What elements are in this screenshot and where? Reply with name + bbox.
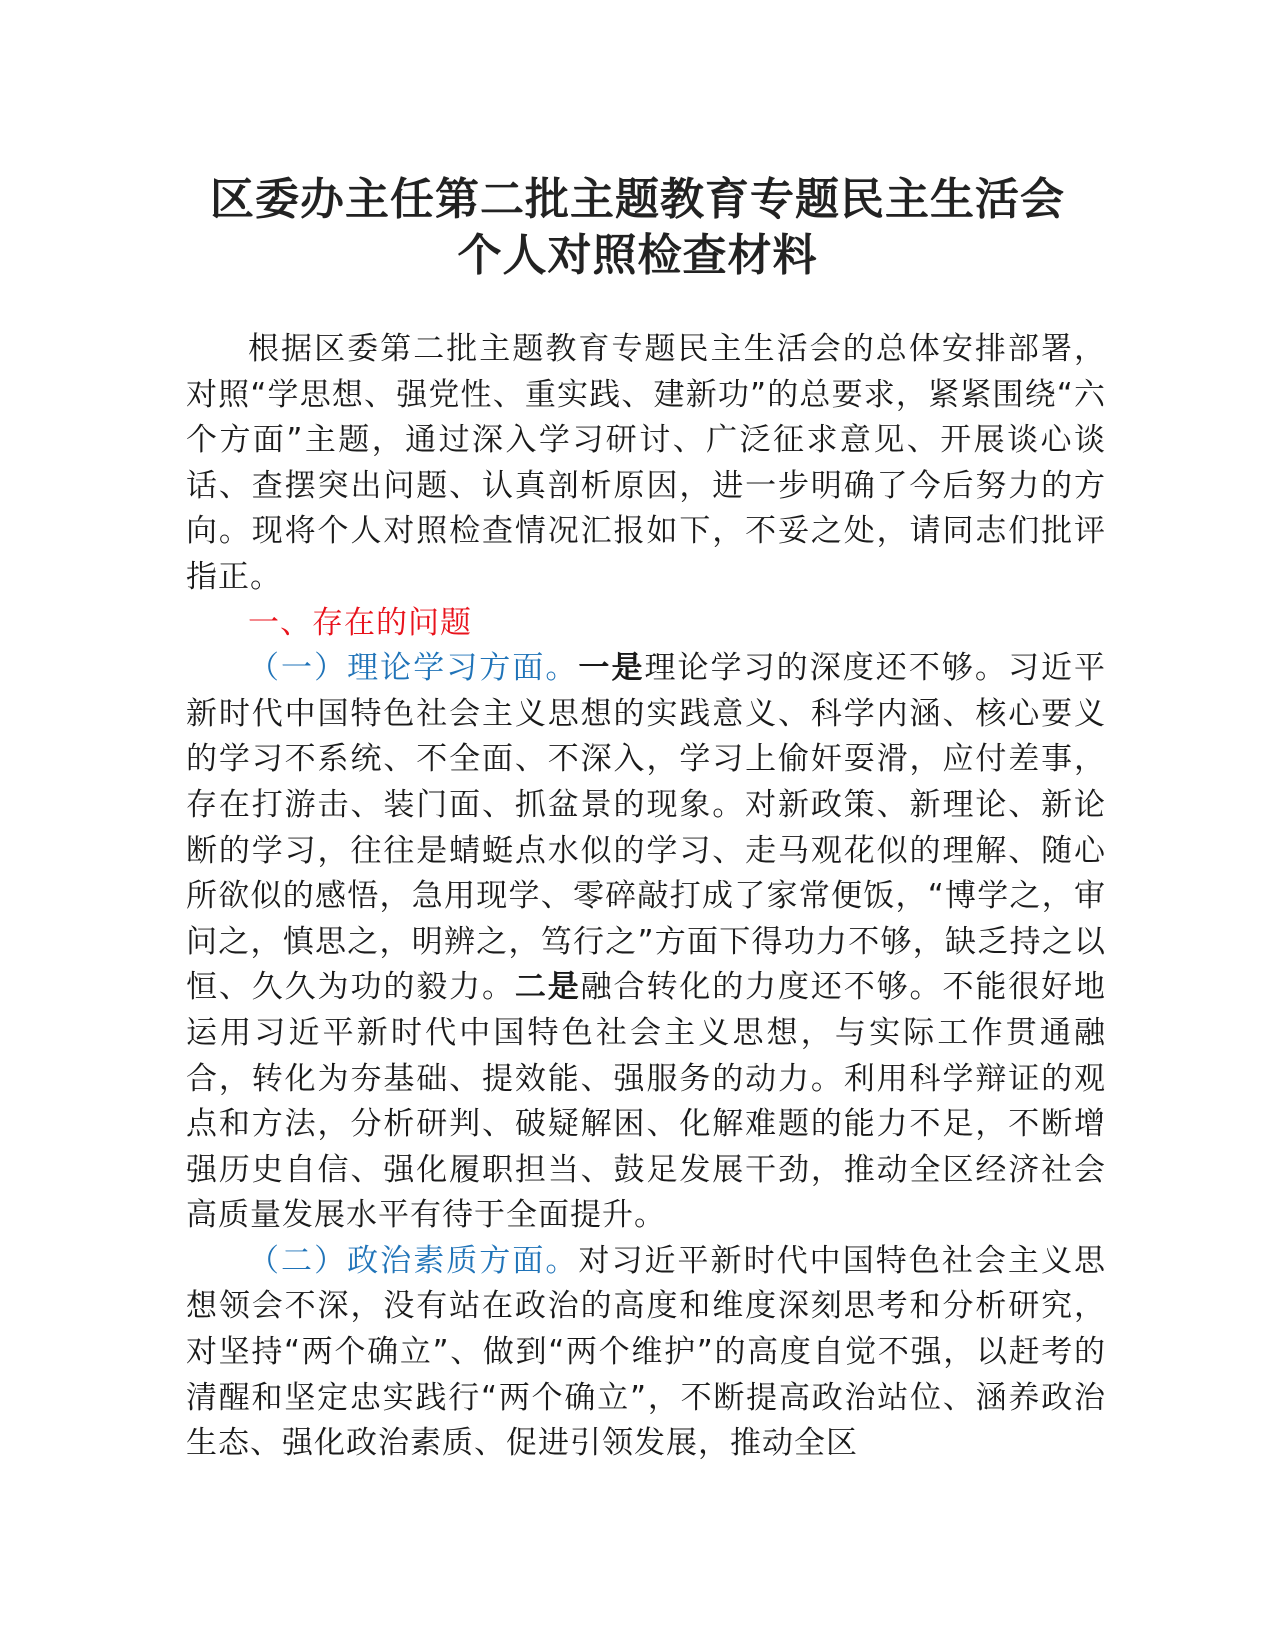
- title-line-2: 个人对照检查材料: [457, 230, 818, 281]
- sub-heading-political-quality: （二）政治素质方面。: [248, 1242, 579, 1279]
- text-political-quality: 对习近平新时代中国特色社会主义思想领会不深，没有站在政治的高度和维度深刻思考和分析研究，对坚持“两个确立”、做到“两个维护”的高度自觉不强，以赶考的清醒和坚定忠实践行“两个确立”，不断提高政治站位、涵养政治生态、强化政治素质、促进引领发展，推动全区: [186, 1242, 1107, 1462]
- intro-paragraph: 根据区委第二批主题教育专题民主生活会的总体安排部署，对照“学思想、强党性、重实践、建新功”的总要求，紧紧围绕“六个方面”主题，通过深入学习研讨、广泛征求意见、开展谈心谈话、查摆突出问题、认真剖析原因，进一步明确了今后努力的方向。现将个人对照检查情况汇报如下，不妥之处，请同志们批评指正。: [186, 331, 1106, 595]
- paragraph-theory-study: [186, 646, 1106, 1239]
- document-title: [150, 172, 1125, 284]
- text-first: 理论学习的深度还不够。习近平新时代中国特色社会主义思想的实践意义、科学内涵、核心要义的学习不系统、不全面、不深入，学习上偷奸耍滑，应付差事，存在打游击、装门面、抓盆景的现象。对新政策、新理论、新论断的学习，往往是蜻蜓点水似的学习、走马观花似的理解、随心所欲似的感悟，急用现学、零碎敲打成了家常便饭，“博学之，审问之，慎思之，明辨之，笃行之”方面下得功力不够，缺乏持之以恒、久久为功的毅力。: [186, 650, 1107, 1006]
- sub-heading-theory-study: （一）理论学习方面。: [248, 650, 579, 687]
- paragraph-political-quality: [186, 1239, 1106, 1467]
- document-body: [186, 327, 1106, 1467]
- title-line-1: 区委办主任第二批主题教育专题民主生活会: [210, 174, 1065, 225]
- lead-first: 一是: [578, 650, 645, 687]
- lead-second: 二是: [514, 969, 581, 1006]
- section-heading-problems: 一、存在的问题: [248, 604, 472, 641]
- text-second: 融合转化的力度还不够。不能很好地运用习近平新时代中国特色社会主义思想，与实际工作贯通融合，转化为夯基础、提效能、强服务的动力。利用科学辩证的观点和方法，分析研判、破疑解困、化解难题的能力不足，不断增强历史自信、强化履职担当、鼓足发展干劲，推动全区经济社会高质量发展水平有待于全面提升。: [186, 969, 1107, 1234]
